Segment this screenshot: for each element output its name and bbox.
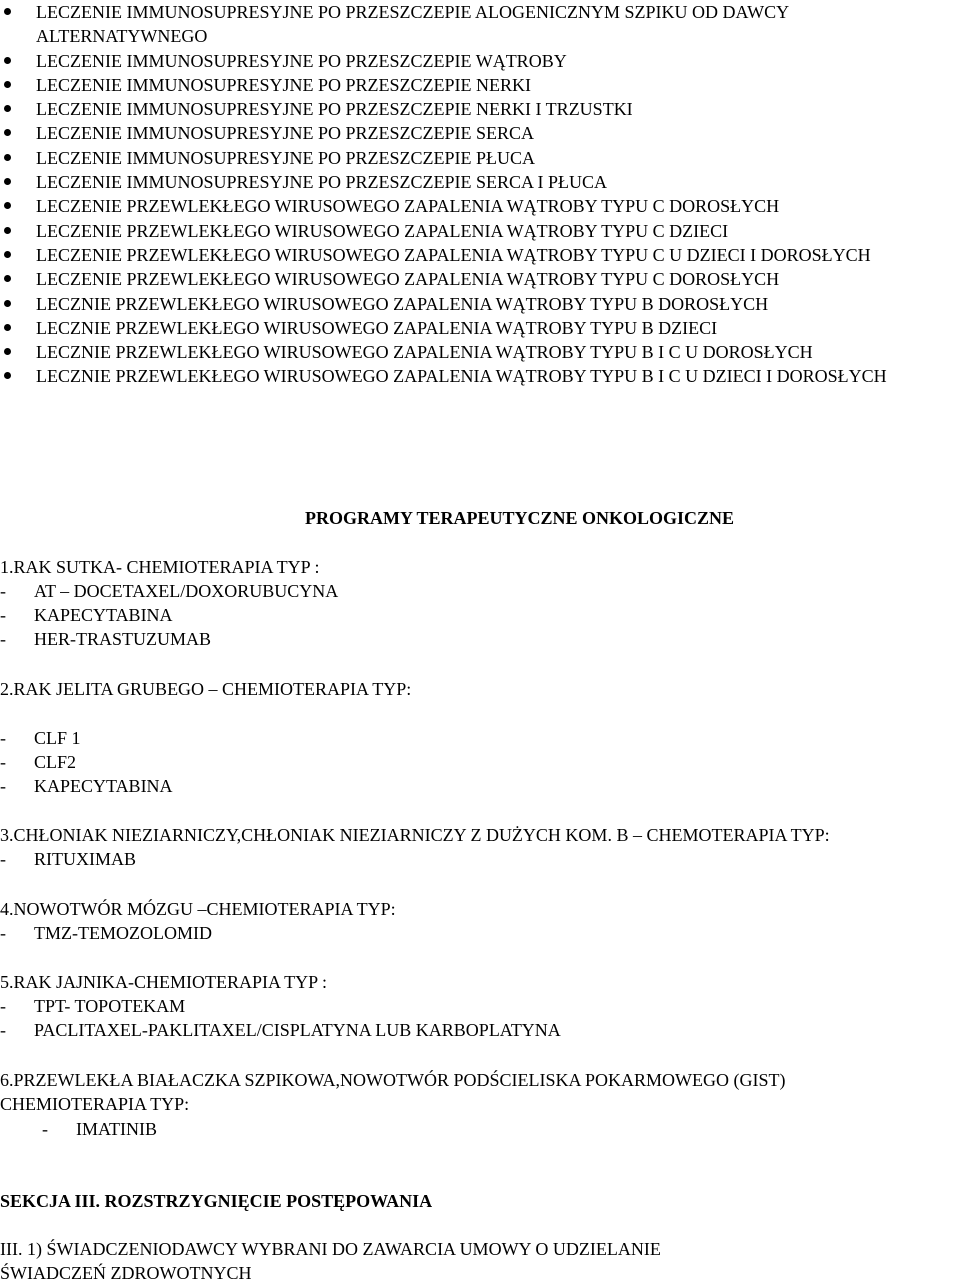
bullet-icon bbox=[4, 129, 11, 136]
list-item: LECZENIE IMMUNOSUPRESYJNE PO PRZESZCZEPIE ALOGENICZNYM SZPIKU OD DAWCY ALTERNATYWNEGO bbox=[0, 0, 960, 49]
list-item: LECZENIE IMMUNOSUPRESYJNE PO PRZESZCZEPIE PŁUCA bbox=[0, 146, 960, 170]
bullet-icon bbox=[4, 227, 11, 234]
list-item: LECZENIE IMMUNOSUPRESYJNE PO PRZESZCZEPIE NERKI bbox=[0, 73, 960, 97]
section-line: III. 1) ŚWIADCZENIODAWCY WYBRANI DO ZAWARCIA UMOWY O UDZIELANIE bbox=[0, 1239, 661, 1259]
bullet-icon bbox=[4, 57, 11, 64]
bullet-icon bbox=[4, 202, 11, 209]
list-item: - TPT- TOPOTEKAM bbox=[0, 996, 186, 1016]
list-item: LECZNIE PRZEWLEKŁEGO WIRUSOWEGO ZAPALENIA WĄTROBY TYPU B I C U DOROSŁYCH bbox=[0, 340, 960, 364]
program-subtitle: CHEMIOTERAPIA TYP: bbox=[0, 1094, 190, 1114]
bullet-icon bbox=[4, 348, 11, 355]
list-item: LECZENIE IMMUNOSUPRESYJNE PO PRZESZCZEPIE NERKI I TRZUSTKI bbox=[0, 97, 960, 121]
list-item: LECZENIE IMMUNOSUPRESYJNE PO PRZESZCZEPIE WĄTROBY bbox=[0, 49, 960, 73]
bullet-icon bbox=[4, 372, 11, 379]
bullet-icon bbox=[4, 324, 11, 331]
program-title: 6.PRZEWLEKŁA BIAŁACZKA SZPIKOWA,NOWOTWÓR PODŚCIELISKA POKARMOWEGO (GIST) bbox=[0, 1070, 786, 1090]
program-title: 1.RAK SUTKA- CHEMIOTERAPIA TYP : bbox=[0, 557, 320, 577]
bullet-icon bbox=[4, 8, 11, 15]
list-item: LECZNIE PRZEWLEKŁEGO WIRUSOWEGO ZAPALENIA WĄTROBY TYPU B DZIECI bbox=[0, 316, 960, 340]
program-title: 5.RAK JAJNIKA-CHEMIOTERAPIA TYP : bbox=[0, 972, 328, 992]
list-item: - KAPECYTABINA bbox=[0, 605, 173, 625]
list-item: LECZENIE IMMUNOSUPRESYJNE PO PRZESZCZEPIE SERCA bbox=[0, 121, 960, 145]
list-item: - IMATINIB bbox=[42, 1119, 157, 1139]
list-item: - CLF2 bbox=[0, 752, 77, 772]
list-item: - TMZ-TEMOZOLOMID bbox=[0, 923, 212, 943]
section-heading: SEKCJA III. ROZSTRZYGNIĘCIE POSTĘPOWANIA bbox=[0, 1191, 433, 1211]
bullet-icon bbox=[4, 275, 11, 282]
bullet-icon bbox=[4, 105, 11, 112]
program-title: 2.RAK JELITA GRUBEGO – CHEMIOTERAPIA TYP: bbox=[0, 679, 412, 699]
list-item: LECZENIE PRZEWLEKŁEGO WIRUSOWEGO ZAPALENIA WĄTROBY TYPU C DOROSŁYCH bbox=[0, 194, 960, 218]
bullet-icon bbox=[4, 178, 11, 185]
list-item: LECZNIE PRZEWLEKŁEGO WIRUSOWEGO ZAPALENIA WĄTROBY TYPU B I C U DZIECI I DOROSŁYCH bbox=[0, 364, 960, 388]
bullet-icon bbox=[4, 154, 11, 161]
list-item: - RITUXIMAB bbox=[0, 849, 136, 869]
list-item: - HER-TRASTUZUMAB bbox=[0, 629, 212, 649]
program-title: 3.CHŁONIAK NIEZIARNICZY,CHŁONIAK NIEZIARNICZY Z DUŻYCH KOM. B – CHEMOTERAPIA TYP: bbox=[0, 825, 830, 845]
program-title: 4.NOWOTWÓR MÓZGU –CHEMIOTERAPIA TYP: bbox=[0, 899, 396, 919]
list-item: - CLF 1 bbox=[0, 728, 81, 748]
treatment-program-list bbox=[0, 0, 960, 389]
list-item: LECZENIE IMMUNOSUPRESYJNE PO PRZESZCZEPIE SERCA I PŁUCA bbox=[0, 170, 960, 194]
list-item: - AT – DOCETAXEL/DOXORUBUCYNA bbox=[0, 581, 339, 601]
list-item: - PACLITAXEL-PAKLITAXEL/CISPLATYNA LUB KARBOPLATYNA bbox=[0, 1020, 561, 1040]
list-item: LECZENIE PRZEWLEKŁEGO WIRUSOWEGO ZAPALENIA WĄTROBY TYPU C DZIECI bbox=[0, 219, 960, 243]
bullet-icon bbox=[4, 81, 11, 88]
section-line: ŚWIADCZEŃ ZDROWOTNYCH bbox=[0, 1263, 252, 1282]
list-item: LECZENIE PRZEWLEKŁEGO WIRUSOWEGO ZAPALENIA WĄTROBY TYPU C DOROSŁYCH bbox=[0, 267, 960, 291]
bullet-icon bbox=[4, 251, 11, 258]
list-item: - KAPECYTABINA bbox=[0, 776, 173, 796]
list-item: LECZENIE PRZEWLEKŁEGO WIRUSOWEGO ZAPALENIA WĄTROBY TYPU C U DZIECI I DOROSŁYCH bbox=[0, 243, 960, 267]
list-item: LECZNIE PRZEWLEKŁEGO WIRUSOWEGO ZAPALENIA WĄTROBY TYPU B DOROSŁYCH bbox=[0, 292, 960, 316]
oncology-programs-heading: PROGRAMY TERAPEUTYCZNE ONKOLOGICZNE bbox=[305, 508, 735, 528]
bullet-icon bbox=[4, 300, 11, 307]
